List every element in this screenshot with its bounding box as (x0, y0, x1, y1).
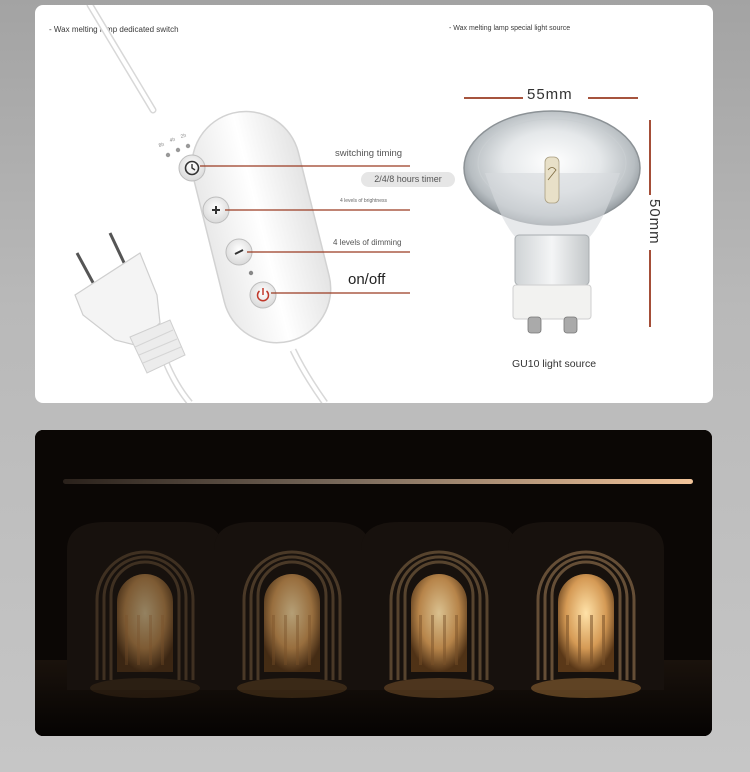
dimming-annotation: 4 levels of dimming (333, 238, 402, 247)
remote-switch (181, 100, 343, 354)
switching-timing-annotation: switching timing (335, 148, 403, 159)
mark-4h: 4h (169, 136, 176, 144)
dimming-illustration (35, 430, 712, 736)
mark-8h: 8h (158, 141, 165, 149)
power-button (250, 282, 276, 308)
dimming-level-1 (67, 522, 223, 698)
switch-section-label: - Wax melting lamp dedicated switch (49, 25, 179, 34)
width-dimension: 55mm (527, 86, 573, 103)
mark-2h: 2h (180, 132, 187, 140)
product-switch-panel (35, 5, 713, 403)
brightness-annotation: 4 levels of brightness (340, 198, 387, 204)
height-dimension: 50mm (646, 199, 663, 245)
switch-illustration (35, 5, 713, 403)
dimming-gradient-bar (63, 479, 693, 484)
dimming-levels-panel (35, 430, 712, 736)
onoff-annotation: on/off (348, 271, 386, 288)
gu10-bulb (464, 111, 640, 333)
dimming-level-2 (214, 522, 370, 698)
power-plug (75, 233, 185, 373)
dimming-level-4 (508, 522, 664, 698)
timer-button (179, 155, 205, 181)
light-source-section-label: - Wax melting lamp special light source (449, 25, 571, 32)
timer-badge: 2/4/8 hours timer (361, 172, 455, 187)
dimming-level-3 (361, 522, 517, 698)
bulb-caption: GU10 light source (512, 358, 597, 370)
